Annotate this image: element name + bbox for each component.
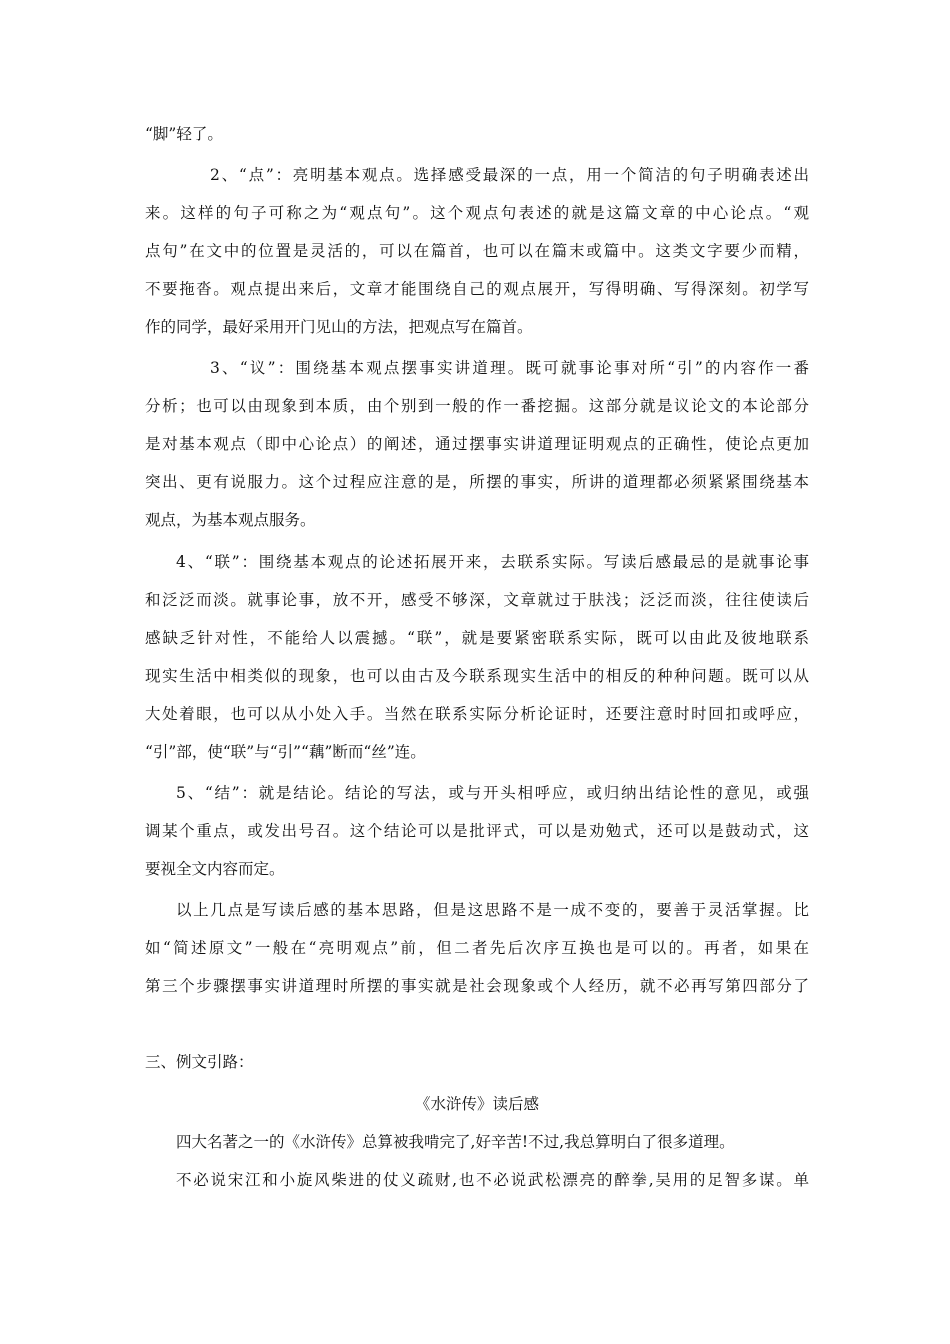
paragraph-line: 2、“点”：亮明基本观点。选择感受最深的一点，用一个简洁的句子明确表述出 — [210, 166, 809, 184]
paragraph-line: “引”部，使“联”与“引”“藕”断而“丝”连。 — [145, 743, 426, 761]
paragraph-line: 是对基本观点（即中心论点）的阐述，通过摆事实讲道理证明观点的正确性，使论点更加 — [145, 435, 809, 453]
paragraph-line: 突出、更有说服力。这个过程应注意的是，所摆的事实，所讲的道理都必须紧紧围绕基本 — [145, 473, 809, 491]
paragraph-line: 不要拖沓。观点提出来后，文章才能围绕自己的观点展开，写得明确、写得深刻。初学写 — [145, 280, 809, 298]
paragraph-line: 观点，为基本观点服务。 — [145, 511, 316, 529]
paragraph-line: 四大名著之一的《水浒传》总算被我啃完了,好辛苦!不过,我总算明白了很多道理。 — [176, 1133, 735, 1151]
paragraph-line: 现实生活中相类似的现象，也可以由古及今联系现实生活中的相反的种种问题。既可以从 — [145, 667, 809, 685]
paragraph-line: 不必说宋江和小旋风柴进的仗义疏财,也不必说武松漂亮的醉拳,吴用的足智多谋。单 — [176, 1171, 809, 1189]
paragraph-line: 调某个重点，或发出号召。这个结论可以是批评式，可以是劝勉式，还可以是鼓动式，这 — [145, 822, 809, 840]
paragraph-line: 要视全文内容而定。 — [145, 860, 285, 878]
paragraph-line: 点句”在文中的位置是灵活的，可以在篇首，也可以在篇末或篇中。这类文字要少而精， — [145, 242, 809, 260]
paragraph-line: 以上几点是写读后感的基本思路，但是这思路不是一成不变的，要善于灵活掌握。比 — [176, 901, 809, 919]
paragraph-line: 来。这样的句子可称之为“观点句”。这个观点句表述的就是这篇文章的中心论点。“观 — [145, 204, 809, 222]
paragraph-line: 5、“结”：就是结论。结论的写法，或与开头相呼应，或归纳出结论性的意见，或强 — [176, 784, 809, 802]
section-heading: 三、例文引路： — [145, 1053, 254, 1071]
paragraph-line: 如“简述原文”一般在“亮明观点”前，但二者先后次序互换也是可以的。再者，如果在 — [145, 939, 809, 957]
paragraph-line: 4、“联”：围绕基本观点的论述拓展开来，去联系实际。写读后感最忌的是就事论事 — [176, 553, 809, 571]
essay-title: 《水浒传》读后感 — [414, 1095, 539, 1113]
paragraph-line: 和泛泛而淡。就事论事，放不开，感受不够深，文章就过于肤浅；泛泛而淡，往往使读后 — [145, 591, 809, 609]
paragraph-line: 大处着眼，也可以从小处入手。当然在联系实际分析论证时，还要注意时时回扣或呼应， — [145, 705, 809, 723]
paragraph-line: 感缺乏针对性，不能给人以震撼。“联”，就是要紧密联系实际，既可以由此及彼地联系 — [145, 629, 809, 647]
paragraph-line: 第三个步骤摆事实讲道理时所摆的事实就是社会现象或个人经历，就不必再写第四部分了 — [145, 977, 809, 995]
paragraph-line: 3、“议”：围绕基本观点摆事实讲道理。既可就事论事对所“引”的内容作一番 — [210, 359, 809, 377]
paragraph-line: 作的同学，最好采用开门见山的方法，把观点写在篇首。 — [145, 318, 533, 336]
paragraph-line: 分析；也可以由现象到本质，由个别到一般的作一番挖掘。这部分就是议论文的本论部分 — [145, 397, 809, 415]
paragraph-line: “脚”轻了。 — [145, 125, 223, 143]
